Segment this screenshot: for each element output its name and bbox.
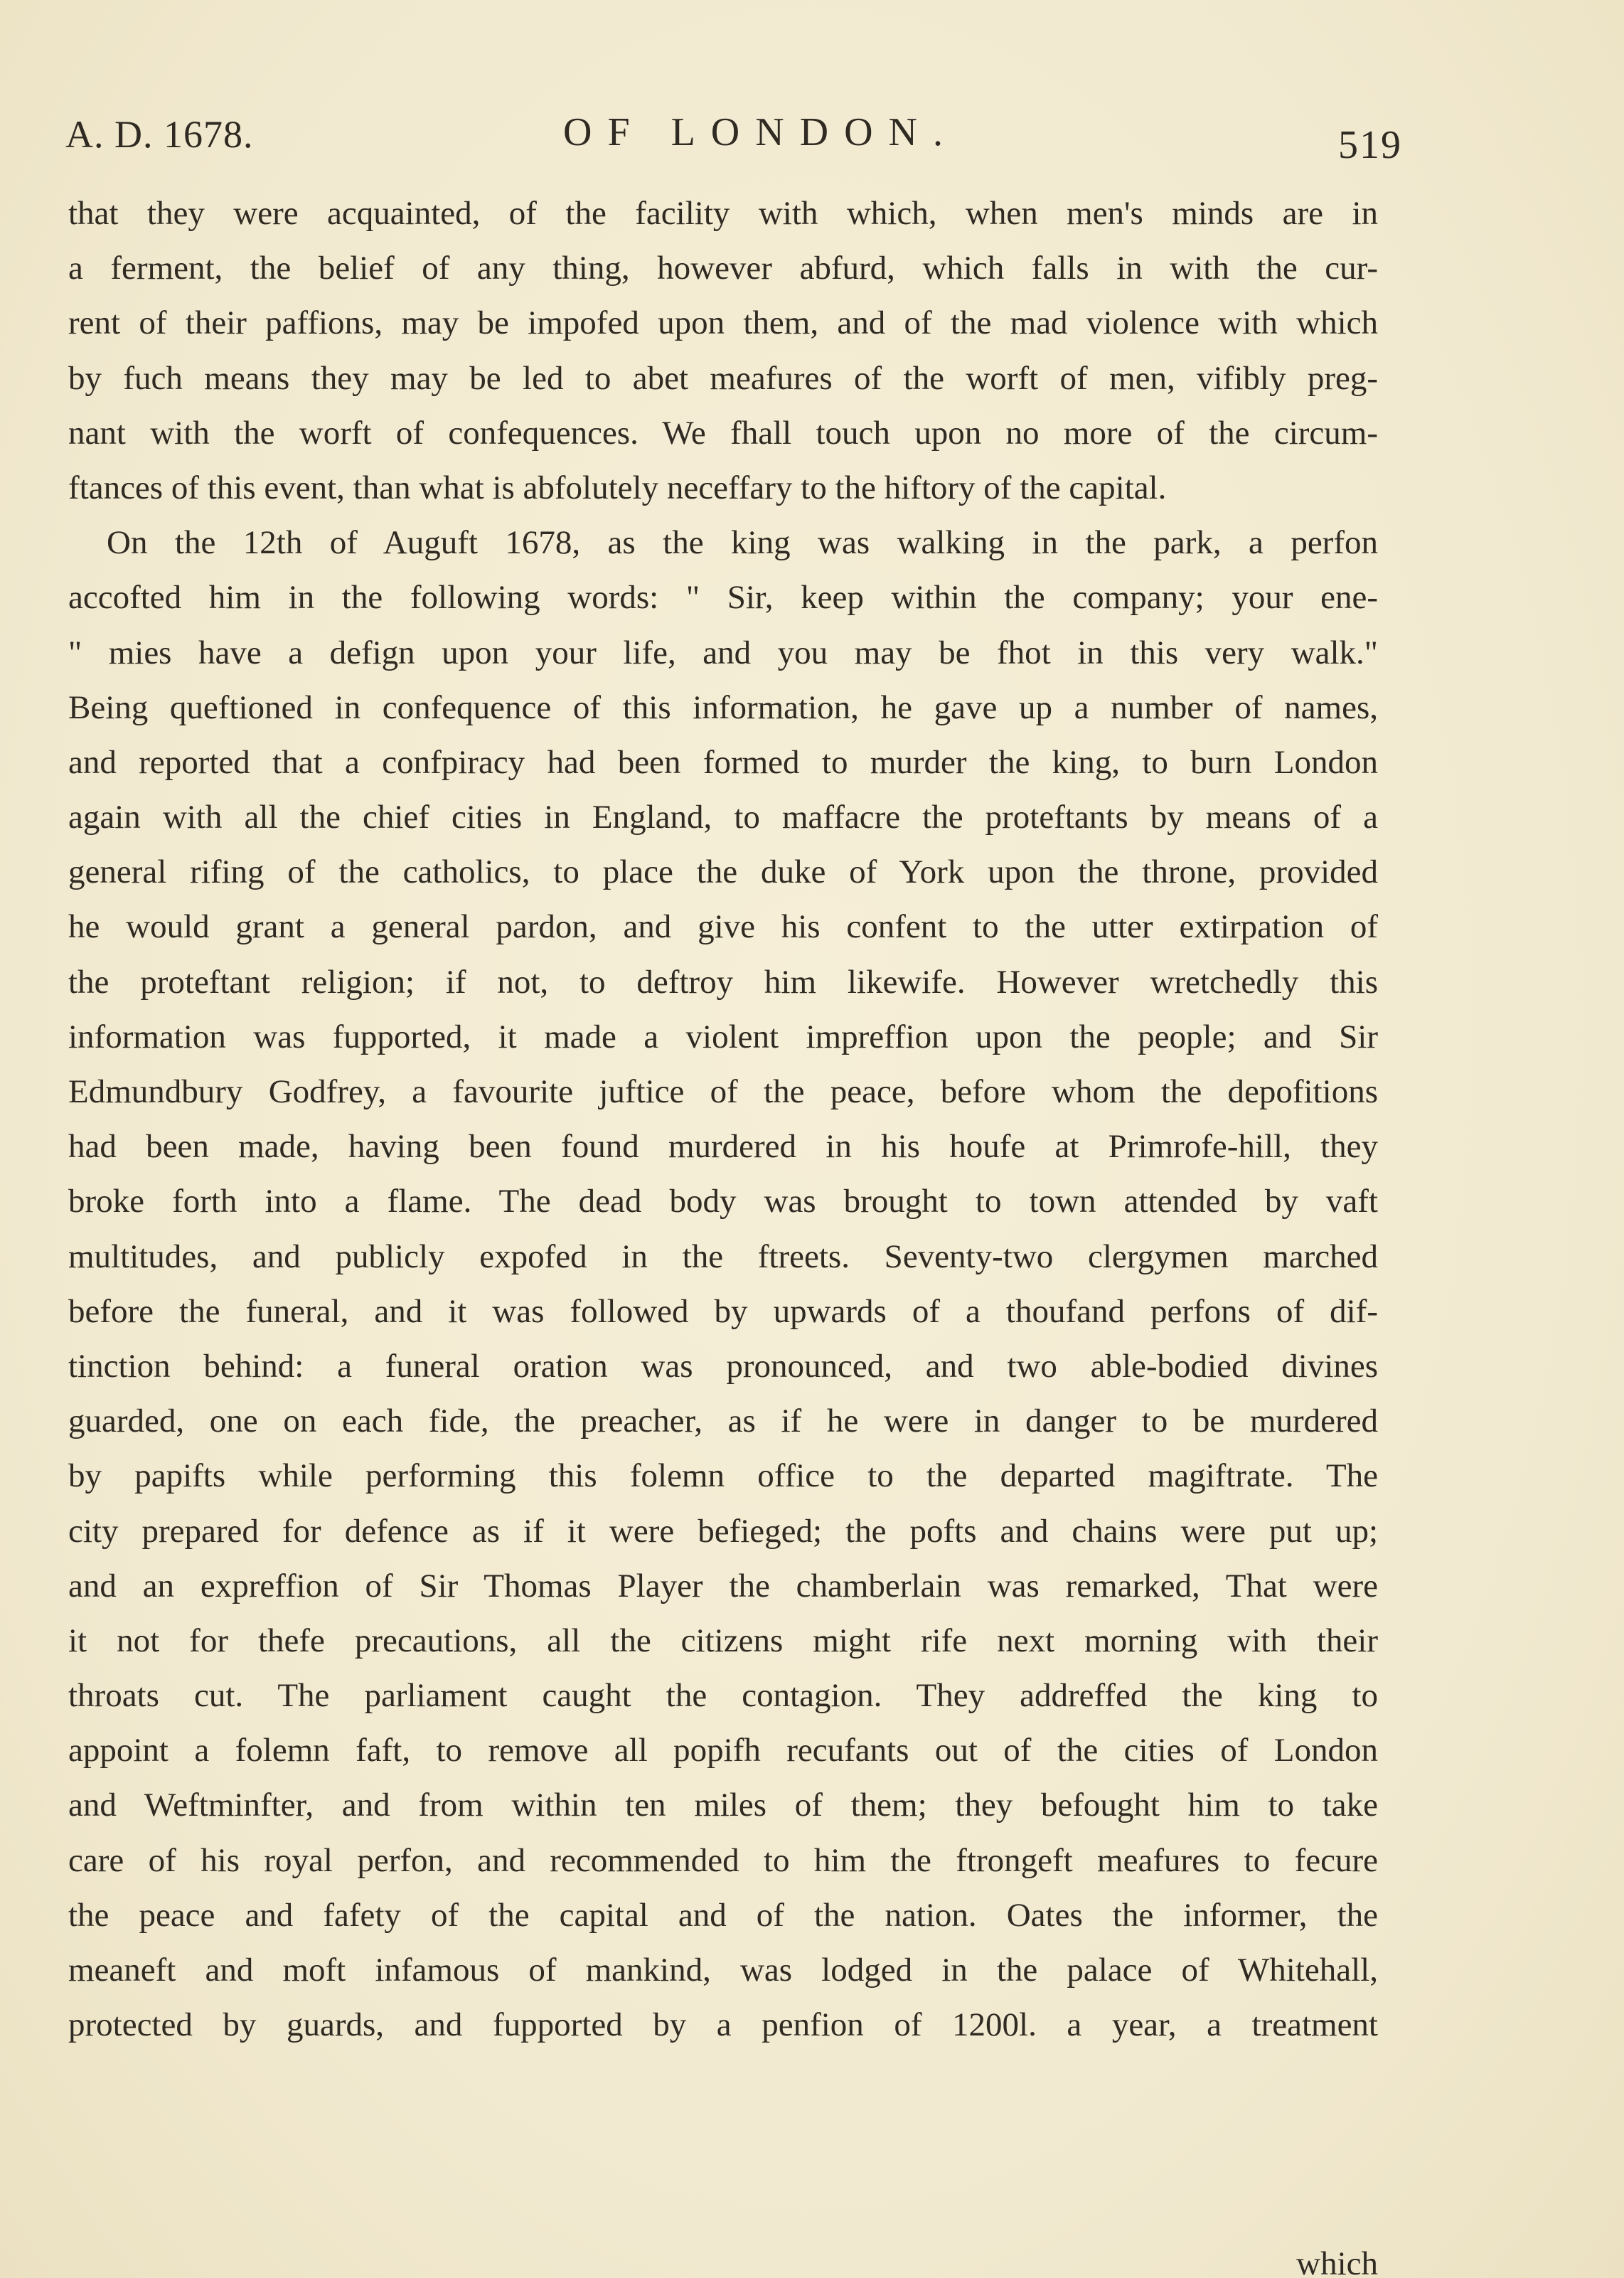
text-line: had been made, having been found murdered in his houfe at Primrofe-hill, they <box>68 1128 1378 1166</box>
text-line: information was fupported, it made a violent impreffion upon the people; and Sir <box>68 1018 1378 1055</box>
text-line: nant with the worft of confequences. We fhall touch upon no more of the circum- <box>68 414 1378 452</box>
text-line: the peace and fafety of the capital and of the nation. Oates the informer, the <box>68 1896 1378 1934</box>
text-line: city prepared for defence as if it were befieged; the pofts and chains were put up; <box>68 1512 1378 1550</box>
text-line: a ferment, the belief of any thing, however abfurd, which falls in with the cur- <box>68 250 1378 287</box>
text-line: care of his royal perfon, and recommended to him the ftrongeft meafures to fecure <box>68 1841 1378 1879</box>
header-title: OF LONDON. <box>563 110 958 154</box>
text-line: by papifts while performing this folemn office to the departed magiftrate. The <box>68 1457 1378 1495</box>
text-line: and Weftminfter, and from within ten miles of them; they befought him to take <box>68 1787 1378 1824</box>
text-line: tinction behind: a funeral oration was pronounced, and two able-bodied divines <box>68 1347 1378 1385</box>
text-line: meaneft and moft infamous of mankind, was lodged in the palace of Whitehall, <box>68 1952 1378 1989</box>
text-line: accofted him in the following words: " Sir, keep within the company; your ene- <box>68 579 1378 617</box>
body-text <box>68 186 1378 2053</box>
text-line: On the 12th of Auguft 1678, as the king was walking in the park, a perfon <box>107 524 1378 562</box>
text-line: broke forth into a flame. The dead body was brought to town attended by vaft <box>68 1183 1378 1220</box>
text-line: Edmundbury Godfrey, a favourite juftice of the peace, before whom the depofitions <box>68 1073 1378 1110</box>
text-line: and an expreffion of Sir Thomas Player the chamberlain was remarked, That were <box>68 1567 1378 1604</box>
text-line: protected by guards, and fupported by a penfion of 1200l. a year, a treatment <box>68 2006 1378 2044</box>
text-line: before the funeral, and it was followed by upwards of a thoufand perfons of dif- <box>68 1292 1378 1330</box>
text-line: and reported that a confpiracy had been formed to murder the king, to burn London <box>68 743 1378 781</box>
text-line: again with all the chief cities in England, to maffacre the proteftants by means of a <box>68 799 1378 836</box>
text-line: by fuch means they may be led to abet meafures of the worft of men, vifibly preg- <box>68 359 1378 397</box>
catchword: which <box>1296 2245 1378 2278</box>
text-line: multitudes, and publicly expofed in the ftreets. Seventy-two clergymen marched <box>68 1238 1378 1275</box>
text-line: general rifing of the catholics, to place the duke of York upon the throne, provided <box>68 853 1378 891</box>
text-line: guarded, one on each fide, the preacher, as if he were in danger to be murdered <box>68 1403 1378 1440</box>
text-line: ftances of this event, than what is abfolutely neceffary to the hiftory of the capital. <box>68 469 1167 506</box>
text-line: Being queftioned in confequence of this information, he gave up a number of names, <box>68 688 1378 726</box>
text-line: throats cut. The parliament caught the contagion. They addreffed the king to <box>68 1677 1378 1715</box>
text-line: he would grant a general pardon, and give his confent to the utter extirpation of <box>68 908 1378 946</box>
text-line: it not for thefe precautions, all the citizens might rife next morning with their <box>68 1622 1378 1659</box>
text-line: " mies have a defign upon your life, and you may be fhot in this very walk." <box>68 634 1378 671</box>
text-line: that they were acquainted, of the facility with which, when men's minds are in <box>68 195 1378 232</box>
running-header <box>65 107 1402 171</box>
text-line: the proteftant religion; if not, to deftroy him likewife. However wretchedly this <box>68 963 1378 1001</box>
page-number: 519 <box>1338 123 1402 167</box>
text-line: appoint a folemn faft, to remove all popifh recufants out of the cities of London <box>68 1732 1378 1769</box>
text-line: rent of their paffions, may be impofed upon them, and of the mad violence with which <box>68 304 1378 342</box>
header-date: A. D. 1678. <box>65 113 254 156</box>
